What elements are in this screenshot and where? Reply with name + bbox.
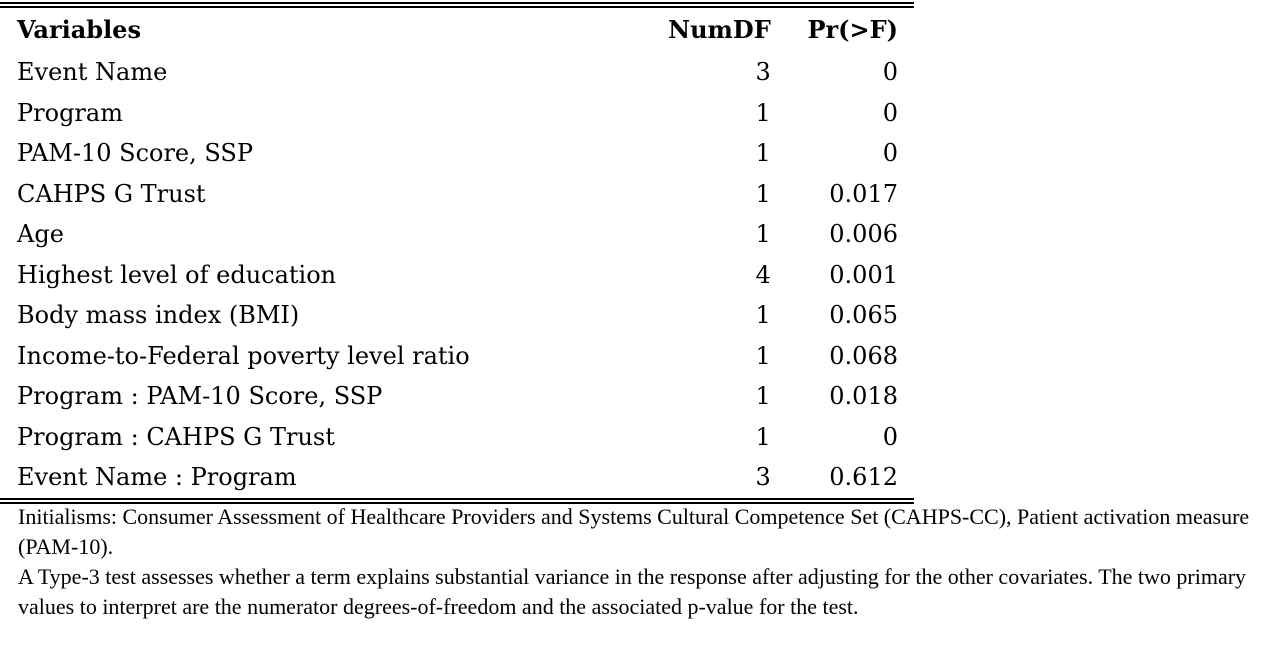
footnote-initialisms: Initialisms: Consumer Assessment of Healthcare Providers and Systems Cultural Competence Set (CAHPS-CC), Patient activation measure (PAM-10). — [18, 504, 1250, 559]
table-row — [0, 133, 914, 174]
cell-variable: Event Name : Program — [17, 463, 297, 491]
cell-variable: Event Name — [17, 58, 168, 86]
cell-pvalue: 0 — [882, 58, 898, 86]
cell-pvalue: 0 — [882, 98, 898, 127]
cell-variable: Age — [17, 220, 64, 248]
footnote-type3-explanation: A Type-3 test assesses whether a term explains substantial variance in the response after adjusting for the other covariates. The two primary values to interpret are the numerator degrees-of-freedom and the associated p-value for the test. — [18, 564, 1247, 619]
cell-variable: PAM-10 Score, SSP — [17, 139, 254, 167]
cell-numdf: 3 — [755, 463, 771, 491]
cell-pvalue: 0.068 — [829, 341, 898, 370]
cell-numdf: 1 — [755, 422, 771, 451]
cell-variable: Program : PAM-10 Score, SSP — [17, 382, 383, 410]
table-row — [0, 336, 914, 377]
table-row — [0, 52, 914, 93]
cell-pvalue: 0 — [882, 139, 898, 167]
type3-test-table — [0, 8, 914, 498]
cell-variable: Program — [17, 98, 123, 127]
cell-numdf: 1 — [755, 139, 771, 167]
table-header-row — [0, 8, 914, 52]
cell-numdf: 4 — [755, 260, 771, 289]
header-numdf: NumDF — [668, 15, 771, 44]
cell-variable: CAHPS G Trust — [17, 179, 206, 208]
cell-numdf: 1 — [755, 220, 771, 248]
cell-numdf: 1 — [755, 382, 771, 410]
table-row — [0, 376, 914, 417]
cell-pvalue: 0.065 — [829, 301, 898, 329]
cell-variable: Highest level of education — [17, 260, 337, 289]
cell-variable: Program : CAHPS G Trust — [17, 422, 335, 451]
table-row — [0, 93, 914, 134]
cell-numdf: 1 — [755, 301, 771, 329]
table-row — [0, 174, 914, 215]
table-row — [0, 214, 914, 255]
table-row — [0, 255, 914, 296]
header-pvalue: Pr(>F) — [807, 15, 898, 44]
table-row — [0, 457, 914, 498]
cell-pvalue: 0.612 — [829, 463, 898, 491]
cell-variable: Income-to-Federal poverty level ratio — [17, 341, 470, 370]
cell-pvalue: 0.006 — [829, 220, 898, 248]
cell-numdf: 1 — [755, 179, 771, 208]
cell-numdf: 1 — [755, 341, 771, 370]
cell-pvalue: 0.017 — [829, 179, 898, 208]
table-row — [0, 295, 914, 336]
header-variables: Variables — [17, 15, 141, 44]
cell-variable: Body mass index (BMI) — [17, 301, 300, 329]
cell-pvalue: 0.001 — [829, 260, 898, 289]
cell-numdf: 1 — [755, 98, 771, 127]
cell-pvalue: 0.018 — [829, 382, 898, 410]
cell-numdf: 3 — [755, 58, 771, 86]
table-footnotes — [18, 502, 1278, 622]
cell-pvalue: 0 — [882, 422, 898, 451]
table-row — [0, 417, 914, 458]
